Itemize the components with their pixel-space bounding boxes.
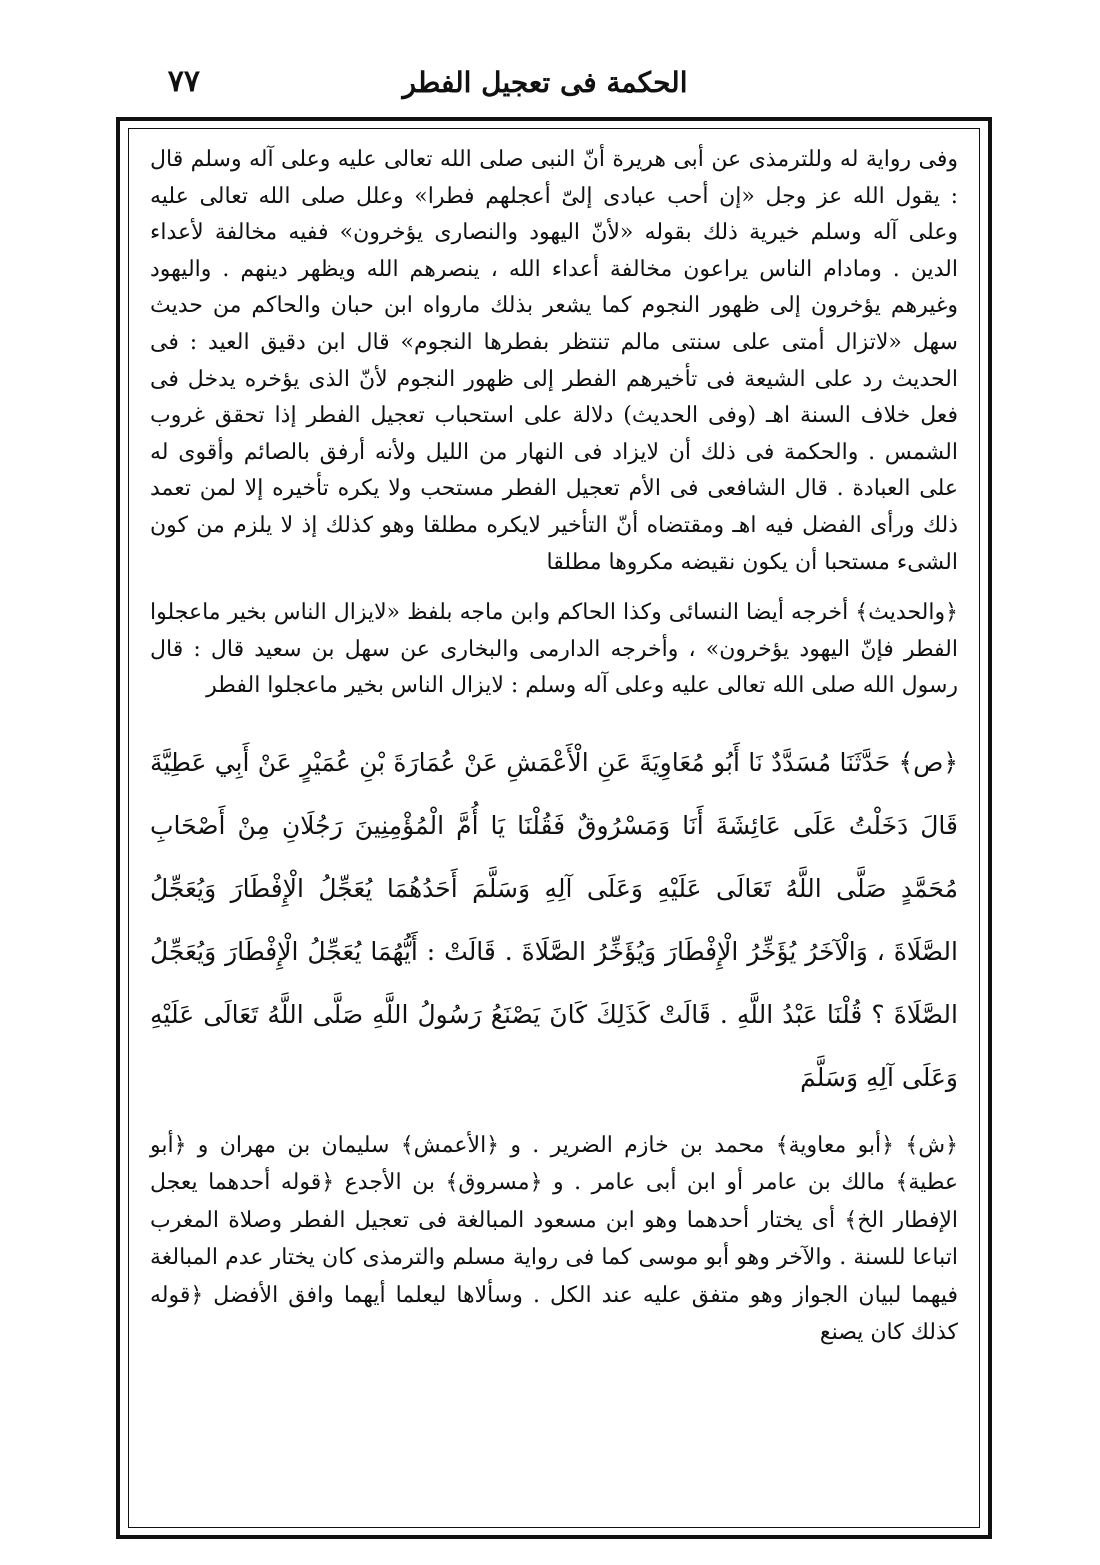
page-number: ٧٧ [167, 64, 200, 99]
takhrij-paragraph: ﴿والحديث﴾ أخرجه أيضا النسائى وكذا الحاكم وابن ماجه بلفظ «لايزال الناس بخير ماعجلوا الفطر فإنّ اليهود يؤخرون» ، وأخرجه الدارمى والبخارى عن سهل بن سعيد قال : قال رسول الله صلى الله تعالى عليه وعلى آله وسلم : لايزال الناس بخير ماعجلوا الفطر [150, 600, 958, 699]
page-header [150, 62, 940, 112]
hadith-text: ﴿ص﴾ حَدَّثَنَا مُسَدَّدٌ نَا أَبُو مُعَاوِيَةَ عَنِ الْأَعْمَشِ عَنْ عُمَارَةَ بْنِ عُمَيْرٍ عَنْ أَبِي عَطِيَّةَ قَالَ دَخَلْتُ عَلَى عَائِشَةَ أَنَا وَمَسْرُوقٌ فَقُلْنَا يَا أُمَّ الْمُؤْمِنِينَ رَجُلَانِ مِنْ أَصْحَابِ مُحَمَّدٍ صَلَّى اللَّهُ تَعَالَى عَلَيْهِ وَعَلَى آلِهِ وَسَلَّمَ أَحَدُهُمَا يُعَجِّلُ الْإِفْطَارَ وَيُعَجِّلُ الصَّلَاةَ ، وَالْآخَرُ يُؤَخِّرُ الْإِفْطَارَ وَيُؤَخِّرُ الصَّلَاةَ . قَالَتْ : أَيُّهُمَا يُعَجِّلُ الْإِفْطَارَ وَيُعَجِّلُ الصَّلَاةَ ؟ قُلْنَا عَبْدُ اللَّهِ . قَالَتْ كَذَلِكَ كَانَ يَصْنَعُ رَسُولُ اللَّهِ صَلَّى اللَّهُ تَعَالَى عَلَيْهِ وَعَلَى آلِهِ وَسَلَّمَ [150, 747, 958, 1092]
running-title: الحكمة فى تعجيل الفطر [402, 66, 688, 99]
commentary-paragraph: وفى رواية له وللترمذى عن أبى هريرة أنّ النبى صلى الله تعالى عليه وعلى آله وسلم قال : يقول الله عز وجل «إن أحب عبادى إلىّ أعجلهم فطرا» وعلل صلى الله تعالى عليه وعلى آله وسلم خيرية ذلك بقوله «لأنّ اليهود والنصارى يؤخرون» ففيه مخالفة لأعداء الدين . ومادام الناس يراعون مخالفة أعداء الله ، ينصرهم الله ويظهر دينهم . واليهود وغيرهم يؤخرون إلى ظهور النجوم كما يشعر بذلك مارواه ابن حبان والحاكم من حديث سهل «لاتزال أمتى على سنتى مالم تنتظر بفطرها النجوم» قال ابن دقيق العيد : فى الحديث رد على الشيعة فى تأخيرهم الفطر إلى ظهور النجوم لأنّ الذى يؤخره يدخل فى فعل خلاف السنة اهـ (وفى الحديث) دلالة على استحباب تعجيل الفطر إذا تحقق غروب الشمس . والحكمة فى ذلك أن لايزاد فى النهار من الليل ولأنه أرفق بالصائم وأقوى له على العبادة . قال الشافعى فى الأم تعجيل الفطر مستحب ولا يكره تأخيره إلا لمن تعمد ذلك ورأى الفضل فيه اهـ ومقتضاه أنّ التأخير لايكره مطلقا وهو كذلك إذ لا يلزم من كون الشىء مستحبا أن يكون نقيضه مكروها مطلقا [150, 147, 958, 575]
page-body [150, 142, 958, 1352]
sharh-paragraph: ﴿ش﴾ ﴿أبو معاوية﴾ محمد بن خازم الضرير . و ﴿الأعمش﴾ سليمان بن مهران و ﴿أبو عطية﴾ مالك بن عامر أو ابن أبى عامر . و ﴿مسروق﴾ بن الأجدع ﴿قوله أحدهما يعجل الإفطار الخ﴾ أى يختار أحدهما وهو ابن مسعود المبالغة فى تعجيل الفطر وصلاة المغرب اتباعا للسنة . والآخر وهو أبو موسى كما فى رواية مسلم والترمذى كان يختار عدم المبالغة فيهما لبيان الجواز وهو متفق عليه عند الكل . وسألاها ليعلما أيهما وافق الأفضل ﴿قوله كذلك كان يصنع [150, 1132, 958, 1346]
